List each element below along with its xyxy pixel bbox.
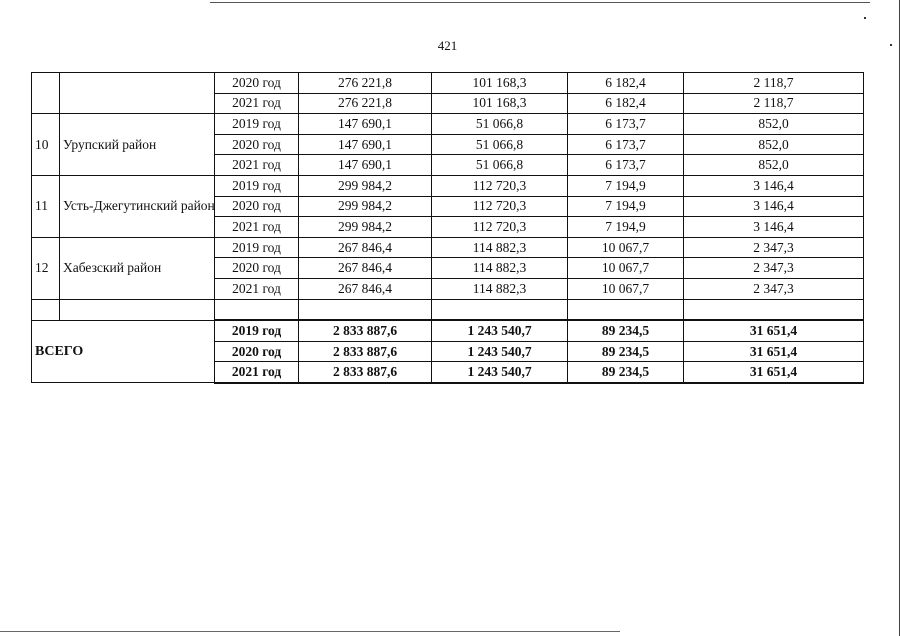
- value-cell: 299 984,2: [299, 196, 432, 217]
- year-cell: 2021 год: [215, 155, 299, 176]
- value-cell: 2 833 887,6: [299, 362, 432, 383]
- value-cell: 147 690,1: [299, 155, 432, 176]
- year-cell: 2020 год: [215, 258, 299, 279]
- value-cell: 852,0: [684, 134, 864, 155]
- scan-speck: [864, 17, 866, 19]
- value-cell: 147 690,1: [299, 134, 432, 155]
- value-cell: 114 882,3: [432, 258, 568, 279]
- value-cell: 6 182,4: [568, 93, 684, 114]
- value-cell: 852,0: [684, 114, 864, 135]
- value-cell: 276 221,8: [299, 73, 432, 94]
- empty-cell: [568, 299, 684, 320]
- value-cell: 267 846,4: [299, 237, 432, 258]
- value-cell: 51 066,8: [432, 114, 568, 135]
- row-number-cell: 12: [32, 237, 60, 299]
- year-cell: 2020 год: [215, 134, 299, 155]
- value-cell: 852,0: [684, 155, 864, 176]
- value-cell: 10 067,7: [568, 278, 684, 299]
- value-cell: 2 833 887,6: [299, 320, 432, 341]
- value-cell: 6 173,7: [568, 155, 684, 176]
- year-cell: 2021 год: [215, 362, 299, 383]
- value-cell: 276 221,8: [299, 93, 432, 114]
- value-cell: 2 347,3: [684, 237, 864, 258]
- value-cell: 7 194,9: [568, 196, 684, 217]
- row-number-cell: 10: [32, 114, 60, 176]
- value-cell: 2 118,7: [684, 73, 864, 94]
- value-cell: 114 882,3: [432, 278, 568, 299]
- value-cell: 7 194,9: [568, 175, 684, 196]
- scan-edge-bottom: [0, 631, 620, 632]
- value-cell: 1 243 540,7: [432, 341, 568, 362]
- table-row: [32, 73, 864, 94]
- value-cell: 267 846,4: [299, 278, 432, 299]
- value-cell: 89 234,5: [568, 320, 684, 341]
- value-cell: 147 690,1: [299, 114, 432, 135]
- total-row: [32, 320, 864, 341]
- empty-cell: [60, 299, 215, 320]
- value-cell: 10 067,7: [568, 237, 684, 258]
- year-cell: 2019 год: [215, 320, 299, 341]
- empty-cell: [215, 299, 299, 320]
- value-cell: 112 720,3: [432, 175, 568, 196]
- value-cell: 101 168,3: [432, 73, 568, 94]
- value-cell: 3 146,4: [684, 196, 864, 217]
- value-cell: 31 651,4: [684, 362, 864, 383]
- empty-cell: [32, 299, 60, 320]
- value-cell: 7 194,9: [568, 217, 684, 238]
- value-cell: 2 118,7: [684, 93, 864, 114]
- year-cell: 2021 год: [215, 93, 299, 114]
- value-cell: 3 146,4: [684, 217, 864, 238]
- empty-cell: [432, 299, 568, 320]
- budget-table: [31, 72, 864, 384]
- value-cell: 112 720,3: [432, 217, 568, 238]
- value-cell: 114 882,3: [432, 237, 568, 258]
- value-cell: 89 234,5: [568, 362, 684, 383]
- district-name-cell: Усть-Джегутинский район: [60, 175, 215, 237]
- year-cell: 2020 год: [215, 341, 299, 362]
- row-number-cell: [32, 73, 60, 114]
- value-cell: 2 347,3: [684, 258, 864, 279]
- value-cell: 6 182,4: [568, 73, 684, 94]
- year-cell: 2021 год: [215, 278, 299, 299]
- year-cell: 2020 год: [215, 73, 299, 94]
- year-cell: 2020 год: [215, 196, 299, 217]
- total-label-cell: [32, 320, 215, 383]
- value-cell: 6 173,7: [568, 114, 684, 135]
- empty-cell: [299, 299, 432, 320]
- value-cell: 89 234,5: [568, 341, 684, 362]
- page-number: 421: [437, 38, 458, 53]
- value-cell: 51 066,8: [432, 134, 568, 155]
- value-cell: 2 833 887,6: [299, 341, 432, 362]
- value-cell: 299 984,2: [299, 217, 432, 238]
- value-cell: 51 066,8: [432, 155, 568, 176]
- scan-edge-top: [210, 2, 870, 3]
- row-number-cell: 11: [32, 175, 60, 237]
- year-cell: 2019 год: [215, 175, 299, 196]
- value-cell: 1 243 540,7: [432, 362, 568, 383]
- year-cell: 2021 год: [215, 217, 299, 238]
- table-row: [32, 114, 864, 135]
- district-name-cell: Хабезский район: [60, 237, 215, 299]
- scan-edge-right: [899, 0, 900, 636]
- district-name-cell: [60, 73, 215, 114]
- value-cell: 267 846,4: [299, 258, 432, 279]
- year-cell: 2019 год: [215, 114, 299, 135]
- value-cell: 112 720,3: [432, 196, 568, 217]
- value-cell: 2 347,3: [684, 278, 864, 299]
- value-cell: 3 146,4: [684, 175, 864, 196]
- year-cell: 2019 год: [215, 237, 299, 258]
- value-cell: 6 173,7: [568, 134, 684, 155]
- value-cell: 31 651,4: [684, 341, 864, 362]
- value-cell: 101 168,3: [432, 93, 568, 114]
- value-cell: 1 243 540,7: [432, 320, 568, 341]
- empty-cell: [684, 299, 864, 320]
- table-row: [32, 237, 864, 258]
- empty-row: [32, 299, 864, 320]
- value-cell: 31 651,4: [684, 320, 864, 341]
- value-cell: 10 067,7: [568, 258, 684, 279]
- district-name-cell: Урупский район: [60, 114, 215, 176]
- total-label: ВСЕГО: [35, 344, 84, 360]
- table-row: [32, 175, 864, 196]
- value-cell: 299 984,2: [299, 175, 432, 196]
